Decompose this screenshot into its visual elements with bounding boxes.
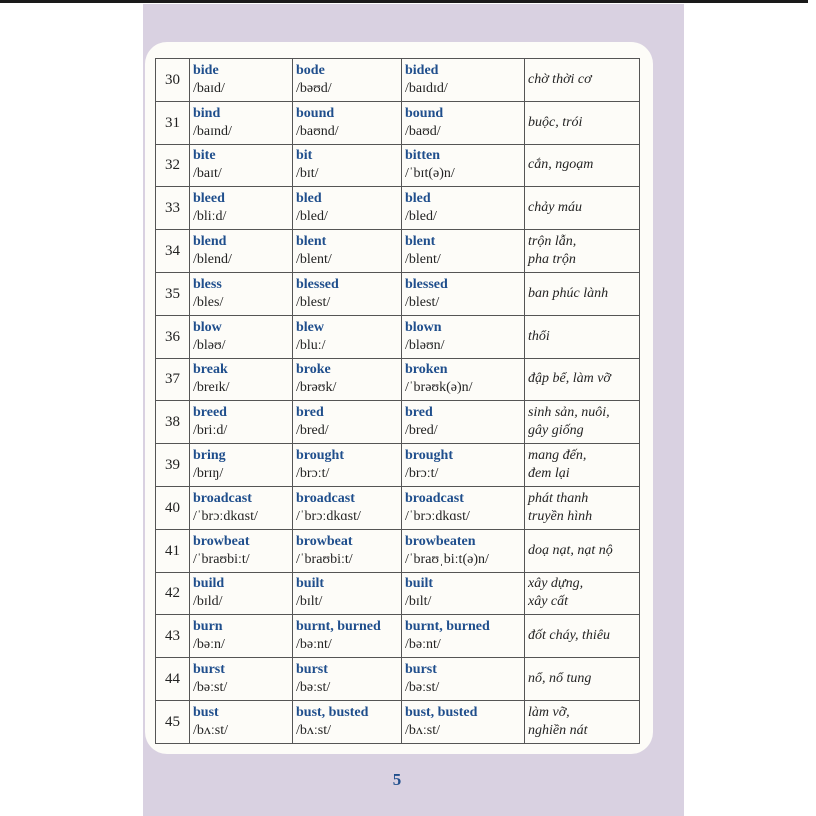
base-form-cell <box>190 144 293 187</box>
past-participle-cell <box>402 401 525 444</box>
past-participle-ipa: /ˈbraʊˌbiːt(ə)n/ <box>405 551 489 567</box>
past-participle-word: blown <box>405 319 442 335</box>
past-participle-word: blessed <box>405 276 448 292</box>
row-number: 45 <box>156 700 190 743</box>
past-participle-ipa: /bəːnt/ <box>405 637 441 653</box>
table-row <box>156 59 640 102</box>
past-form-ipa: /bəʊd/ <box>296 80 332 96</box>
past-form-cell <box>293 572 402 615</box>
table-row <box>156 401 640 444</box>
meaning-cell <box>525 187 640 230</box>
meaning-text: phát thanh <box>528 490 589 506</box>
base-form-word: bless <box>193 276 222 292</box>
table-row <box>156 486 640 529</box>
meaning-text: gây giống <box>528 423 584 439</box>
past-participle-ipa: /brɔːt/ <box>405 466 439 482</box>
base-form-word: burst <box>193 662 225 678</box>
meaning-cell <box>525 230 640 273</box>
meaning-text: chảy máu <box>528 200 583 216</box>
base-form-ipa: /bəːst/ <box>193 680 228 696</box>
base-form-cell <box>190 615 293 658</box>
past-participle-cell <box>402 101 525 144</box>
meaning-cell <box>525 59 640 102</box>
past-participle-word: bust, busted <box>405 704 478 720</box>
table-row <box>156 315 640 358</box>
meaning-cell <box>525 101 640 144</box>
past-form-cell <box>293 486 402 529</box>
past-form-word: bound <box>296 105 335 121</box>
meaning-text: nổ, nổ tung <box>528 671 592 687</box>
past-form-word: built <box>296 576 325 592</box>
past-participle-cell <box>402 486 525 529</box>
table-body <box>156 59 640 744</box>
past-participle-ipa: /ˈbɪt(ə)n/ <box>405 166 455 182</box>
meaning-cell <box>525 315 640 358</box>
past-form-word: bled <box>296 191 322 207</box>
past-participle-ipa: /blent/ <box>405 252 441 268</box>
past-participle-ipa: /bləʊn/ <box>405 337 445 353</box>
past-participle-cell <box>402 658 525 701</box>
page-number: 5 <box>392 770 402 789</box>
base-form-cell <box>190 59 293 102</box>
past-participle-word: bound <box>405 105 444 121</box>
past-form-word: broadcast <box>296 490 355 506</box>
past-form-ipa: /blent/ <box>296 252 332 268</box>
base-form-ipa: /briːd/ <box>193 423 228 439</box>
base-form-word: bleed <box>193 191 225 207</box>
base-form-ipa: /bliːd/ <box>193 209 227 225</box>
base-form-cell <box>190 658 293 701</box>
base-form-cell <box>190 101 293 144</box>
base-form-cell <box>190 486 293 529</box>
past-participle-word: bitten <box>405 148 440 164</box>
past-participle-word: bred <box>405 405 433 421</box>
past-form-cell <box>293 401 402 444</box>
base-form-cell <box>190 529 293 572</box>
base-form-ipa: /baɪt/ <box>193 166 222 182</box>
meaning-text: đem lại <box>528 466 570 482</box>
past-form-cell <box>293 444 402 487</box>
base-form-cell <box>190 187 293 230</box>
past-form-cell <box>293 272 402 315</box>
past-participle-ipa: /blest/ <box>405 294 440 310</box>
row-number: 43 <box>156 615 190 658</box>
past-form-ipa: /baʊnd/ <box>296 123 339 139</box>
past-form-ipa: /bluː/ <box>296 337 326 353</box>
table-row <box>156 529 640 572</box>
row-number: 41 <box>156 529 190 572</box>
row-number: 39 <box>156 444 190 487</box>
past-participle-word: broken <box>405 362 448 378</box>
row-number: 32 <box>156 144 190 187</box>
past-participle-ipa: /bəːst/ <box>405 680 440 696</box>
row-number: 37 <box>156 358 190 401</box>
base-form-cell <box>190 230 293 273</box>
base-form-word: blend <box>193 234 227 250</box>
base-form-word: broadcast <box>193 490 252 506</box>
past-participle-ipa: /ˈbrɔːdkɑst/ <box>405 508 470 524</box>
past-participle-word: broadcast <box>405 490 464 506</box>
table-row <box>156 572 640 615</box>
table-row <box>156 101 640 144</box>
past-participle-cell <box>402 358 525 401</box>
past-form-ipa: /bred/ <box>296 423 329 439</box>
base-form-cell <box>190 444 293 487</box>
base-form-ipa: /blend/ <box>193 252 232 268</box>
table-row <box>156 444 640 487</box>
past-form-word: bust, busted <box>296 704 369 720</box>
past-form-cell <box>293 658 402 701</box>
past-participle-cell <box>402 59 525 102</box>
table-row <box>156 658 640 701</box>
past-form-word: bode <box>296 62 325 78</box>
meaning-cell <box>525 272 640 315</box>
past-form-word: bit <box>296 148 313 164</box>
base-form-word: build <box>193 576 225 592</box>
past-form-word: browbeat <box>296 533 353 549</box>
base-form-ipa: /bɪld/ <box>193 594 223 610</box>
past-form-cell <box>293 700 402 743</box>
past-form-word: burst <box>296 662 328 678</box>
past-form-cell <box>293 144 402 187</box>
past-participle-word: bled <box>405 191 431 207</box>
past-participle-word: browbeaten <box>405 533 476 549</box>
table-row <box>156 230 640 273</box>
base-form-word: break <box>193 362 228 378</box>
past-form-cell <box>293 101 402 144</box>
past-form-ipa: /blest/ <box>296 294 331 310</box>
base-form-ipa: /bəːn/ <box>193 637 225 653</box>
table-row <box>156 272 640 315</box>
row-number: 36 <box>156 315 190 358</box>
meaning-cell <box>525 658 640 701</box>
meaning-text: làm vỡ, <box>528 704 570 720</box>
base-form-word: bind <box>193 105 221 121</box>
base-form-ipa: /ˈbraʊbiːt/ <box>193 551 250 567</box>
meaning-text: chờ thời cơ <box>528 71 592 87</box>
row-number: 31 <box>156 101 190 144</box>
past-participle-cell <box>402 529 525 572</box>
meaning-cell <box>525 144 640 187</box>
meaning-text: truyền hình <box>528 508 593 524</box>
row-number: 44 <box>156 658 190 701</box>
meaning-cell <box>525 529 640 572</box>
past-participle-cell <box>402 444 525 487</box>
past-form-word: blew <box>296 319 324 335</box>
meaning-cell <box>525 444 640 487</box>
past-form-word: blessed <box>296 276 339 292</box>
past-participle-cell <box>402 615 525 658</box>
meaning-text: đập bể, làm vỡ <box>528 371 611 387</box>
past-form-ipa: /brɔːt/ <box>296 466 330 482</box>
past-form-ipa: /bɪt/ <box>296 166 319 182</box>
base-form-word: bite <box>193 148 216 164</box>
past-participle-word: burnt, burned <box>405 619 490 635</box>
base-form-word: blow <box>193 319 222 335</box>
meaning-text: nghiền nát <box>528 722 588 738</box>
base-form-word: browbeat <box>193 533 250 549</box>
meaning-cell <box>525 486 640 529</box>
base-form-cell <box>190 315 293 358</box>
row-number: 30 <box>156 59 190 102</box>
base-form-ipa: /brɪŋ/ <box>193 466 224 482</box>
row-number: 40 <box>156 486 190 529</box>
meaning-text: thổi <box>528 328 550 344</box>
past-form-ipa: /brəʊk/ <box>296 380 337 396</box>
past-participle-word: built <box>405 576 434 592</box>
past-participle-word: brought <box>405 448 453 464</box>
past-form-ipa: /ˈbrɔːdkɑst/ <box>296 508 361 524</box>
past-form-ipa: /bʌːst/ <box>296 722 332 738</box>
past-form-word: burnt, burned <box>296 619 381 635</box>
row-number: 34 <box>156 230 190 273</box>
base-form-cell <box>190 572 293 615</box>
table-row <box>156 187 640 230</box>
base-form-cell <box>190 358 293 401</box>
meaning-text: xây cất <box>528 594 569 610</box>
past-participle-word: burst <box>405 662 437 678</box>
meaning-cell <box>525 572 640 615</box>
past-participle-ipa: /bʌːst/ <box>405 722 441 738</box>
past-participle-ipa: /baʊd/ <box>405 123 441 139</box>
base-form-ipa: /baɪnd/ <box>193 123 232 139</box>
past-form-cell <box>293 315 402 358</box>
past-form-cell <box>293 59 402 102</box>
row-number: 33 <box>156 187 190 230</box>
past-form-ipa: /bəːst/ <box>296 680 331 696</box>
base-form-word: breed <box>193 405 227 421</box>
past-form-word: broke <box>296 362 331 378</box>
base-form-cell <box>190 700 293 743</box>
past-form-ipa: /ˈbraʊbiːt/ <box>296 551 353 567</box>
meaning-cell <box>525 358 640 401</box>
meaning-cell <box>525 615 640 658</box>
past-participle-cell <box>402 187 525 230</box>
past-participle-word: blent <box>405 234 436 250</box>
past-participle-word: bided <box>405 62 439 78</box>
past-participle-ipa: /bred/ <box>405 423 438 439</box>
past-participle-cell <box>402 572 525 615</box>
base-form-word: bide <box>193 62 219 78</box>
row-number: 42 <box>156 572 190 615</box>
base-form-ipa: /ˈbrɔːdkɑst/ <box>193 508 258 524</box>
meaning-text: trộn lẫn, <box>528 234 577 250</box>
base-form-ipa: /breɪk/ <box>193 380 230 396</box>
past-participle-cell <box>402 700 525 743</box>
past-participle-cell <box>402 272 525 315</box>
base-form-word: bust <box>193 704 219 720</box>
past-form-word: brought <box>296 448 344 464</box>
past-participle-cell <box>402 144 525 187</box>
meaning-text: doạ nạt, nạt nộ <box>528 542 613 558</box>
base-form-cell <box>190 401 293 444</box>
past-participle-cell <box>402 315 525 358</box>
meaning-text: xây dựng, <box>528 576 584 592</box>
base-form-cell <box>190 272 293 315</box>
meaning-text: đốt cháy, thiêu <box>528 628 611 644</box>
meaning-text: mang đến, <box>528 448 587 464</box>
irregular-verbs-table <box>155 58 640 744</box>
meaning-cell <box>525 700 640 743</box>
past-form-word: bred <box>296 405 324 421</box>
meaning-text: buộc, trói <box>528 114 583 130</box>
row-number: 35 <box>156 272 190 315</box>
past-participle-cell <box>402 230 525 273</box>
base-form-ipa: /bləʊ/ <box>193 337 226 353</box>
row-number: 38 <box>156 401 190 444</box>
meaning-text: pha trộn <box>528 252 576 268</box>
base-form-ipa: /bles/ <box>193 294 224 310</box>
past-participle-ipa: /baɪdɪd/ <box>405 80 448 96</box>
past-form-word: blent <box>296 234 327 250</box>
past-form-cell <box>293 615 402 658</box>
meaning-text: cắn, ngoạm <box>528 157 594 173</box>
past-form-ipa: /bɪlt/ <box>296 594 323 610</box>
table-row <box>156 358 640 401</box>
meaning-cell <box>525 401 640 444</box>
past-form-ipa: /bəːnt/ <box>296 637 332 653</box>
table-row <box>156 144 640 187</box>
past-form-cell <box>293 358 402 401</box>
past-form-ipa: /bled/ <box>296 209 328 225</box>
past-form-cell <box>293 187 402 230</box>
past-participle-ipa: /bɪlt/ <box>405 594 432 610</box>
table-row <box>156 615 640 658</box>
base-form-ipa: /bʌːst/ <box>193 722 229 738</box>
base-form-word: burn <box>193 619 223 635</box>
meaning-text: ban phúc lành <box>528 285 609 301</box>
top-rule <box>0 0 808 3</box>
base-form-word: bring <box>193 448 226 464</box>
past-participle-ipa: /bled/ <box>405 209 437 225</box>
past-participle-ipa: /ˈbrəʊk(ə)n/ <box>405 380 473 396</box>
table-row <box>156 700 640 743</box>
past-form-cell <box>293 529 402 572</box>
base-form-ipa: /baɪd/ <box>193 80 225 96</box>
meaning-text: sinh sản, nuôi, <box>528 405 610 421</box>
past-form-cell <box>293 230 402 273</box>
